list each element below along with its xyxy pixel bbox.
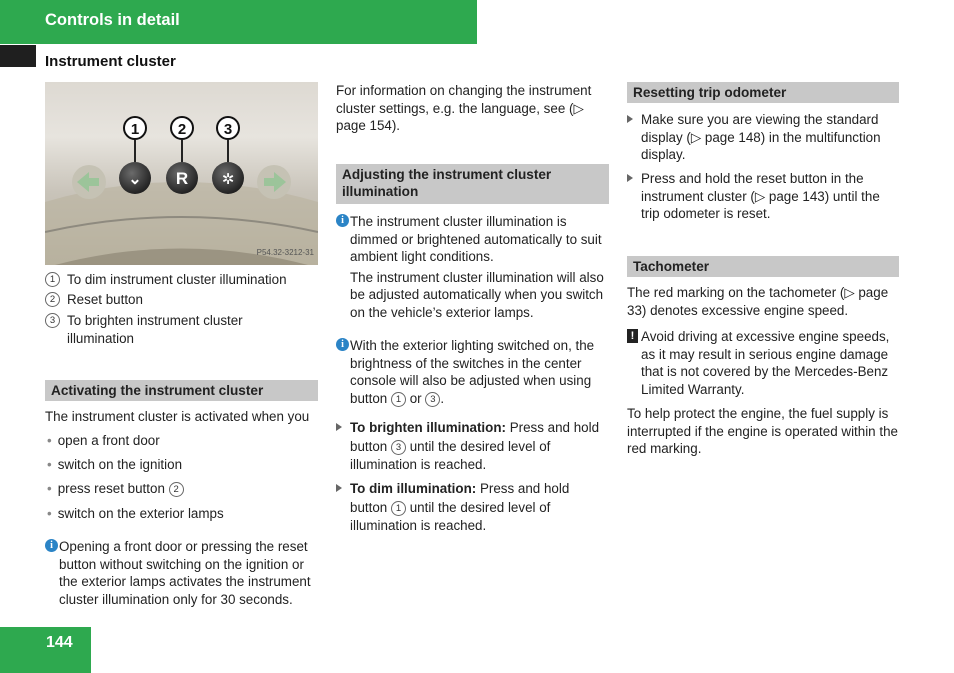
tachometer-heading: Tachometer <box>627 256 899 277</box>
legend-item <box>45 312 320 347</box>
legend-item <box>45 271 320 289</box>
inline-number: 2 <box>169 482 184 497</box>
info-icon: i <box>336 214 349 227</box>
page-number: 144 <box>46 634 73 651</box>
reset-odometer-heading: Resetting trip odometer <box>627 82 899 103</box>
section-marker <box>0 45 36 67</box>
dim-button-symbol: ⌄ <box>128 171 142 188</box>
bullet-text: switch on the exterior lamps <box>57 506 224 521</box>
legend-number: 1 <box>45 272 60 287</box>
figure-code: P54.32-3212-31 <box>256 248 314 258</box>
warning-text: Avoid driving at excessive engine speeds, as it may result in serious engine damage that is not covered by the Mercedes-Benz Limited Warranty. <box>641 329 890 397</box>
brighten-button-symbol: ✲ <box>221 170 235 188</box>
legend-text: To dim instrument cluster illumination <box>67 272 287 287</box>
instrument-cluster-photo <box>45 82 318 265</box>
arrow-right-icon <box>627 115 633 123</box>
callout-2: 2 <box>177 121 187 138</box>
instruction-step <box>627 170 900 223</box>
step-text: To brighten illumination: Press and hold button 3 until the desired level of illumination is reached. <box>350 420 600 472</box>
bullet-item: • press reset button 2 <box>47 480 184 498</box>
callout-3: 3 <box>223 121 233 138</box>
adjusting-heading: Adjusting the instrument cluster illumination <box>336 164 609 204</box>
info-text: The instrument cluster illumination will also be adjusted automatically when you switch on the vehicle’s exterior lamps. <box>350 269 604 320</box>
info-text: The instrument cluster illumination is dimmed or brightened automatically to suit ambient light conditions. <box>350 214 602 265</box>
callout-1: 1 <box>130 121 140 138</box>
info-text: Opening a front door or pressing the reset button without switching on the ignition or the exterior lamps activates the instrument cluster illumination only for 30 seconds. <box>59 539 311 607</box>
bullet-text: switch on the ignition <box>57 457 183 472</box>
bullet-item: • switch on the ignition <box>47 457 183 472</box>
engine-protection-text: To help protect the engine, the fuel supply is interrupted if the engine is operated within the red marking. <box>627 406 898 457</box>
cluster-illustration <box>45 82 318 265</box>
instruction-step <box>336 480 610 536</box>
legend-text: To brighten instrument cluster illumination <box>67 313 243 346</box>
info-text: With the exterior lighting switched on, the brightness of the switches in the center console will also be adjusted when using button 1 or 3 . <box>350 338 595 406</box>
section-title: Instrument cluster <box>45 53 176 70</box>
inline-number: 3 <box>391 440 406 455</box>
legend-item <box>45 291 320 309</box>
activating-intro: The instrument cluster is activated when you <box>45 409 310 424</box>
bullet-item: • switch on the exterior lamps <box>47 506 224 521</box>
info-icon: i <box>45 539 58 552</box>
instruction-step <box>627 111 900 164</box>
bullet-text: press reset button <box>57 481 165 496</box>
activating-heading: Activating the instrument cluster <box>45 380 318 401</box>
settings-intro: For information on changing the instrument cluster settings, e.g. the language, see (▷ page 154). <box>336 83 592 134</box>
info-note <box>336 337 610 407</box>
info-note <box>45 538 320 608</box>
chapter-title: Controls in detail <box>45 11 180 29</box>
legend-number: 3 <box>45 313 60 328</box>
bullet-text: open a front door <box>57 433 160 448</box>
bullet-item: • open a front door <box>47 433 160 448</box>
info-note <box>336 213 610 322</box>
inline-number: 1 <box>391 392 406 407</box>
instruction-step <box>336 419 610 475</box>
arrow-right-icon <box>336 484 342 492</box>
reset-button-symbol: R <box>175 169 189 188</box>
tachometer-intro: The red marking on the tachometer (▷ page 33) denotes excessive engine speed. <box>627 285 889 318</box>
inline-number: 1 <box>391 501 406 516</box>
step-text: Make sure you are viewing the standard display (▷ page 148) in the multifunction display. <box>641 112 881 163</box>
step-text: To dim illumination: Press and hold button 1 until the desired level of illumination is reached. <box>350 481 570 533</box>
legend-text: Reset button <box>67 292 143 307</box>
legend-number: 2 <box>45 292 60 307</box>
step-text: Press and hold the reset button in the instrument cluster (▷ page 143) until the trip odometer is reset. <box>641 171 880 222</box>
arrow-right-icon <box>627 174 633 182</box>
inline-number: 3 <box>425 392 440 407</box>
arrow-right-icon <box>336 423 342 431</box>
warning-icon: ! <box>627 329 638 343</box>
info-icon: i <box>336 338 349 351</box>
warning-note <box>627 328 901 398</box>
